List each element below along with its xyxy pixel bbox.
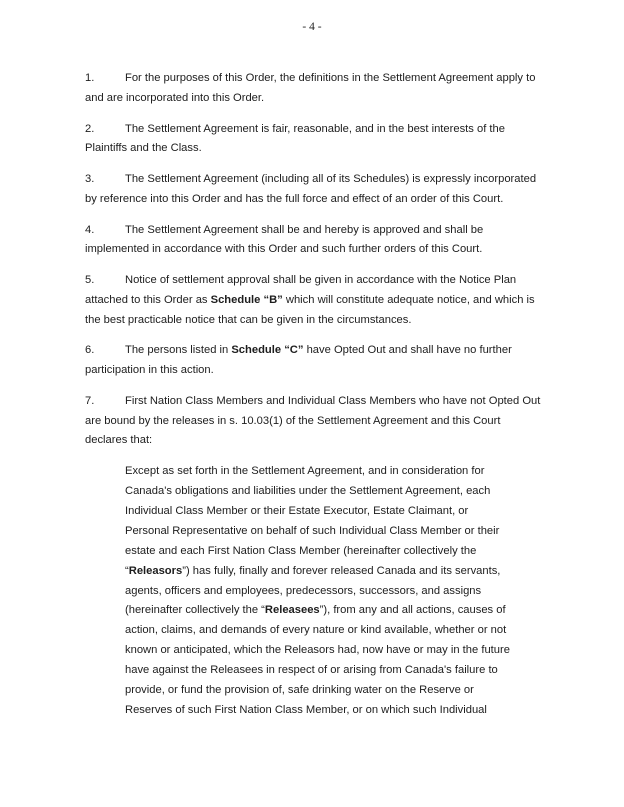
quote-line — [125, 582, 569, 602]
paragraph-line — [85, 170, 569, 190]
text-run: estate and each First Nation Class Member (hereinafter collectively the — [125, 544, 477, 557]
text-run: Notice of settlement approval shall be given in accordance with the Notice Plan — [125, 274, 517, 287]
text-run: participation in this action. — [85, 364, 214, 377]
text-run: First Nation Class Members and Individual Class Members who have not Opted Out — [125, 395, 541, 408]
quote-line — [125, 542, 569, 562]
text-run: which will constitute adequate notice, and which is — [282, 293, 535, 306]
paragraph-line — [85, 139, 569, 159]
numbered-paragraph — [85, 170, 569, 209]
paragraph-number: 1. — [85, 72, 95, 84]
paragraph-line — [85, 412, 569, 432]
paragraph-number: 4. — [85, 223, 95, 236]
text-run: have Opted Out and shall have no further — [303, 344, 512, 357]
paragraph-list — [85, 69, 569, 451]
text-run: and are incorporated into this Order. — [85, 91, 265, 104]
paragraph-line — [85, 190, 569, 210]
quote-line — [125, 641, 569, 661]
numbered-paragraph — [85, 271, 569, 330]
paragraph-line — [85, 120, 569, 140]
text-run: by reference into this Order and has the full force and effect of an order of this Court. — [85, 192, 504, 205]
paragraph-number: 6. — [85, 344, 95, 357]
text-run: The Settlement Agreement shall be and hereby is approved and shall be — [125, 223, 484, 236]
paragraph-line — [85, 311, 569, 331]
bold-text-run: Releasors — [128, 564, 183, 577]
paragraph-line — [85, 271, 569, 291]
text-run: Canada's obligations and liabilities under the Settlement Agreement, each — [125, 485, 491, 498]
paragraph-line — [85, 221, 569, 241]
quote-line — [125, 621, 569, 641]
page-number: - 4 - — [302, 21, 322, 33]
text-run: agents, officers and employees, predecessors, successors, and assigns — [125, 584, 482, 597]
paragraph-line — [85, 69, 569, 89]
quote-line — [125, 661, 569, 681]
bold-text-run: Schedule “B” — [210, 293, 283, 306]
paragraph-line — [85, 240, 569, 260]
text-run: the best practicable notice that can be given in the circumstances. — [85, 313, 412, 326]
numbered-paragraph — [85, 69, 569, 108]
quote-line — [125, 462, 569, 482]
text-run: Personal Representative on behalf of such Individual Class Member or their — [125, 524, 500, 537]
paragraph-number: 2. — [85, 122, 95, 135]
paragraph-number: 7. — [85, 395, 95, 408]
text-run: For the purposes of this Order, the definitions in the Settlement Agreement apply to — [125, 72, 536, 84]
quote-line — [125, 601, 569, 621]
text-run: The Settlement Agreement (including all of its Schedules) is expressly incorporated — [125, 173, 537, 186]
numbered-paragraph — [85, 221, 569, 260]
numbered-paragraph — [85, 392, 569, 451]
numbered-paragraph — [85, 341, 569, 380]
text-run: ”), from any and all actions, causes of — [319, 604, 506, 617]
text-run: known or anticipated, which the Releasors had, now have or may in the future — [125, 644, 510, 657]
quote-line — [125, 502, 569, 522]
text-run: attached to this Order as — [85, 293, 211, 306]
release-quote — [125, 462, 569, 721]
paragraph-line — [85, 291, 569, 311]
text-run: Reserves of such First Nation Class Member, or on which such Individual — [125, 703, 487, 716]
text-run: The persons listed in — [125, 344, 232, 357]
paragraph-line — [85, 89, 569, 109]
text-run: “ — [125, 564, 129, 577]
paragraph-line — [85, 341, 569, 361]
text-run: Except as set forth in the Settlement Agreement, and in consideration for — [125, 465, 485, 478]
text-run: implemented in accordance with this Order and such further orders of this Court. — [85, 243, 483, 256]
text-run: are bound by the releases in s. 10.03(1) of the Settlement Agreement and this Court — [85, 414, 501, 427]
bold-text-run: Releasees — [264, 604, 320, 617]
text-run: Individual Class Member or their Estate Executor, Estate Claimant, or — [125, 505, 469, 518]
text-run: (hereinafter collectively the “ — [125, 604, 265, 617]
paragraph-line — [85, 361, 569, 381]
paragraph-line — [85, 392, 569, 412]
quote-line — [125, 562, 569, 582]
text-run: action, claims, and demands of every nature or kind available, whether or not — [125, 624, 507, 637]
text-run: provide, or fund the provision of, safe drinking water on the Reserve or — [125, 684, 474, 697]
text-run: Plaintiffs and the Class. — [85, 142, 202, 155]
text-run: declares that: — [85, 434, 153, 447]
text-run: ”) has fully, finally and forever released Canada and its servants, — [182, 564, 501, 577]
paragraph-line — [85, 431, 569, 451]
text-run: have against the Releasees in respect of or arising from Canada's failure to — [125, 664, 498, 677]
paragraph-number: 5. — [85, 274, 95, 287]
text-run: The Settlement Agreement is fair, reasonable, and in the best interests of the — [125, 122, 505, 135]
bold-text-run: Schedule “C” — [231, 344, 304, 357]
numbered-paragraph — [85, 120, 569, 159]
quote-line — [125, 482, 569, 502]
paragraph-number: 3. — [85, 173, 95, 186]
quote-line — [125, 522, 569, 542]
document-body — [85, 69, 569, 721]
quote-line — [125, 701, 569, 721]
quote-line — [125, 681, 569, 701]
